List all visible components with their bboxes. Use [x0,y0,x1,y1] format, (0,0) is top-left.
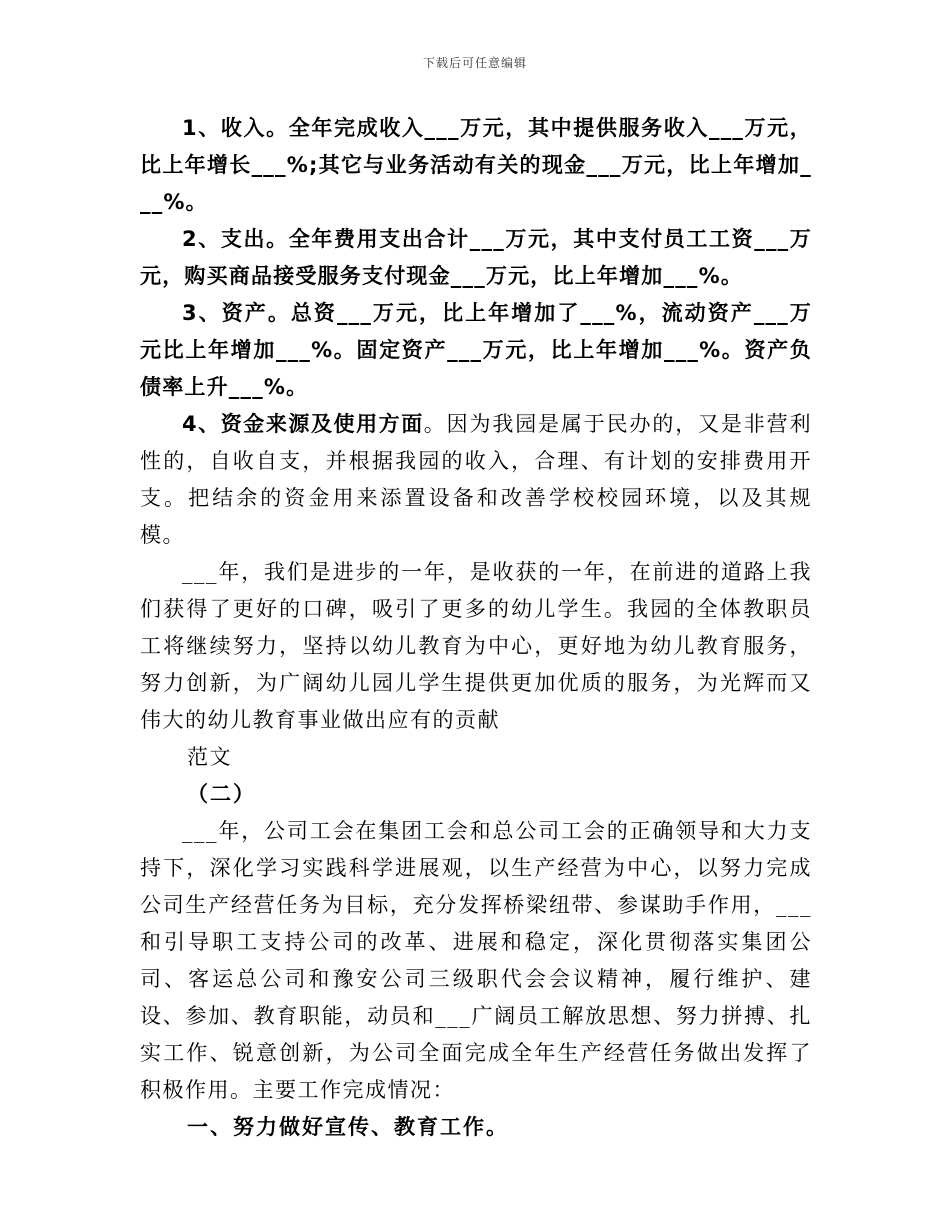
section-heading-1: 一、努力做好宣传、教育工作。 [187,1115,509,1139]
paragraph-funding [140,406,812,554]
page-header-note: 下载后可任意编辑 [422,56,527,70]
paragraph-expenditure: 2、支出。全年费用支出合计___万元，其中支付员工工资___万元，购买商品接受服务支付现金___万元，比上年增加___%。 [140,227,812,288]
paragraph-summary: ___年，我们是进步的一年，是收获的一年，在前进的道路上我们获得了更好的口碑，吸引了更多的幼儿学生。我园的全体教职员工将继续努力，坚持以幼儿教育为中心，更好地为幼儿教育服务，努力创新，为广阔幼儿园儿学生提供更加优质的服务，为光辉而又伟大的幼儿教育事业做出应有的贡献 [140,560,812,732]
label-section-two: （二） [187,782,256,806]
paragraph-assets: 3、资产。总资___万元，比上年增加了___%，流动资产___万元比上年增加___%。固定资产___万元，比上年增加___%。资产负债率上升___%。 [140,301,812,399]
paragraph-income: 1、收入。全年完成收入___万元，其中提供服务收入___万元，比上年增长___%;其它与业务活动有关的现金___万元，比上年增加___%。 [140,116,812,214]
funding-heading: 4、资金来源及使用方面 [182,412,424,436]
label-fanwen: 范文 [187,745,232,769]
paragraph-union: ___年，公司工会在集团工会和总公司工会的正确领导和大力支持下，深化学习实践科学进展观，以生产经营为中心，以努力完成公司生产经营任务为目标，充分发挥桥梁纽带、参谋助手作用，___和引导职工支持公司的改革、进展和稳定，深化贯彻落实集团公司、客运总公司和豫安公司三级职代会会议精神，履行维护、建设、参加、教育职能，动员和___广阔员工解放思想、努力拼搏、扎实工作、锐意创新，为公司全面完成全年生产经营任务做出发挥了积极作用。主要工作完成情况： [140,819,812,1102]
funding-text: 。因为我园是属于民办的，又是非营利性的，自收自支，并根据我园的收入，合理、有计划的安排费用开支。把结余的资金用来添置设备和改善学校校园环境，以及其规模。 [140,412,813,547]
document-body [140,110,812,1146]
